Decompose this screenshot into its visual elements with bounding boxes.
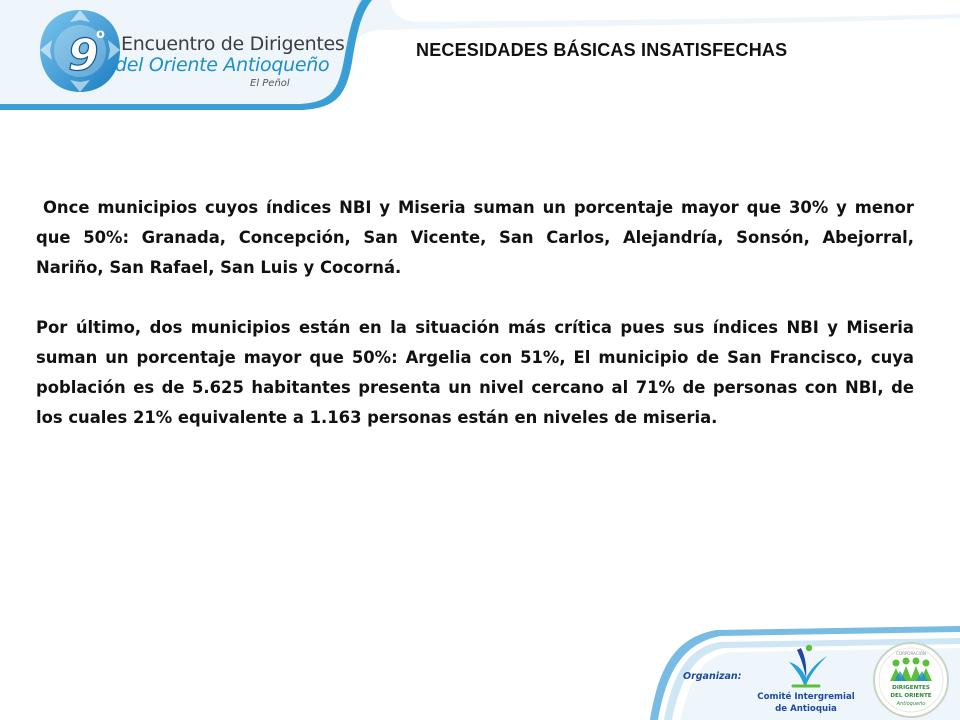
- comite-name-line2: de Antioquia: [775, 704, 837, 714]
- comite-name-line1: Comité Intergremial: [757, 692, 855, 702]
- paragraph-2: Por último, dos municipios están en la situación más crítica pues sus índices NBI y Miseria suman un porcentaje mayor que 50%: Argelia con 51%, El municipio de San Francisco, cuya población es de 5.625 habitantes presenta un nivel cercano al 71% de personas con NBI, de los cuales 21% equivalente a 1.163 personas están en niveles de miseria.: [36, 318, 914, 427]
- corporacion-line2: DEL ORIENTE: [890, 693, 932, 699]
- badge-superscript: o: [96, 27, 105, 42]
- logo-title-line2: del Oriente Antioqueño: [115, 54, 330, 76]
- event-logo: [38, 8, 345, 98]
- logo-title-line1: Encuentro de Dirigentes: [121, 33, 345, 55]
- organizers-label: Organizan:: [683, 671, 742, 682]
- corporacion-line1: DIRIGENTES: [892, 685, 930, 691]
- corporacion-label: CORPORACIÓN: [896, 651, 926, 656]
- page-title: NECESIDADES BÁSICAS INSATISFECHAS: [416, 40, 788, 60]
- corporacion-dirigentes-logo: [872, 641, 950, 719]
- corporacion-line3: Antioqueño: [896, 701, 926, 707]
- event-badge-icon: [38, 8, 122, 94]
- logo-location: El Peñol: [250, 78, 290, 89]
- badge-number: 9: [68, 30, 99, 81]
- comite-figure-icon: [783, 642, 829, 690]
- body-text: [36, 193, 914, 433]
- comite-intergremial-logo: [756, 638, 856, 718]
- paragraph-1: Once municipios cuyos índices NBI y Miseria suman un porcentaje mayor que 30% y menor que 50%: Granada, Concepción, San Vicente, San Carlos, Alejandría, Sonsón, Abejorral, Nariño, San Rafael, San Luis y Cocorná.: [36, 198, 914, 277]
